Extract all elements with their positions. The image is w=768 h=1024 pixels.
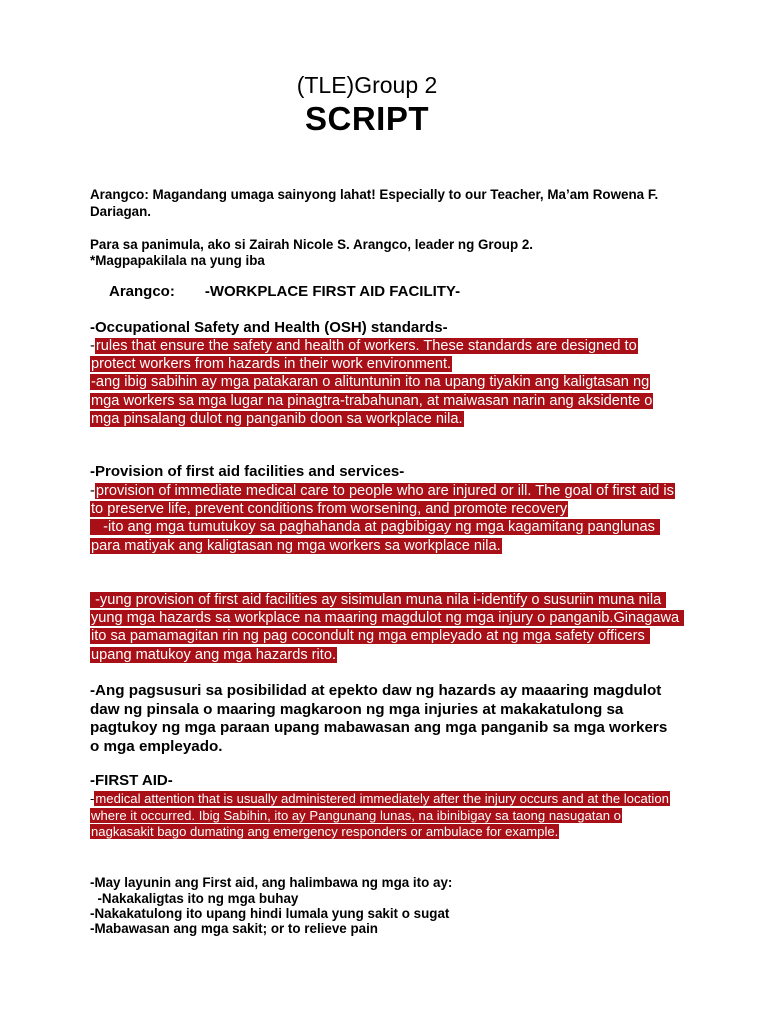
intro-greeting: Arangco: Magandang umaga sainyong lahat! Especially to our Teacher, Ma’am Rowena F. Dariagan. — [90, 187, 659, 219]
topic-speaker: Arangco: — [109, 283, 175, 300]
firstaid-en-highlight: medical attention that is usually administered immediately after the injury occurs and at the location where it occurred. Ibig Sabihin, ito ay Pangunang lunas, na ibinibigay sa taong nasugatan o nagkasakit bago dumating ang emergency responders or ambulace for example. — [91, 791, 669, 840]
osh-en-highlight: rules that ensure the safety and health of workers. These standards are designed to protect workers from hazards in their work environment. — [91, 338, 637, 373]
osh-tl-highlight: -ang ibig sabihin ay mga patakaran o alituntunin ito na upang tiyakin ang kaligtasan ng mga workers sa mga lugar na pinagtra-trabahunan, at maiwasan narin ang aksidente o mga pinsalang dulot ng panganib doon sa workplace nila. — [91, 374, 653, 427]
provision-dash: - — [90, 483, 95, 499]
provision-en-highlight: provision of immediate medical care to people who are injured or ill. The goal of first aid is to preserve life, prevent conditions from worsening, and promote recovery — [91, 483, 674, 518]
osh-dash: - — [90, 338, 95, 354]
provision-body — [90, 482, 680, 555]
intro-leader: Para sa panimula, ako si Zairah Nicole S. Arangco, leader ng Group 2. — [90, 237, 534, 252]
osh-body — [90, 337, 680, 428]
firstaid-list-intro: -May layunin ang First aid, ang halimbawa ng mga ito ay: — [90, 875, 453, 890]
firstaid-list-item: -Mabawasan ang mga sakit; or to relieve pain — [90, 921, 378, 936]
provision-identify-highlight: -yung provision of first aid facilities ay sisimulan muna nila i-identify o susuriin muna nila yung mga hazards sa workplace na maaring magdulot ng mga injury o panganib.Ginagawa ito sa pamamagitan rin ng pag cocondult ng mga empleyado at ng mga safety officers upang matukoy ang mga hazards rito. — [91, 592, 684, 663]
firstaid-dash: - — [90, 791, 95, 806]
document-subtitle: SCRIPT — [304, 100, 429, 137]
provision-identify — [90, 591, 684, 664]
firstaid-list-item: -Nakakaligtas ito ng mga buhay — [90, 891, 299, 906]
document-title: (TLE)Group 2 — [296, 72, 438, 98]
firstaid-body — [90, 791, 680, 841]
provision-heading: -Provision of first aid facilities and services- — [90, 463, 405, 480]
firstaid-heading: -FIRST AID- — [90, 772, 173, 789]
provision-tl-highlight: -ito ang mga tumutukoy sa paghahanda at pagbibigay ng mga kagamitang panglunas para matiyak ang kaligtasan ng mga workers sa workplace nila. — [91, 519, 659, 554]
topic-title: -WORKPLACE FIRST AID FACILITY- — [204, 283, 461, 300]
assessment-paragraph: -Ang pagsusuri sa posibilidad at epekto daw ng hazards ay maaaring magdulot daw ng pinsala o maaring magkaroon ng mga injuries at makakatulong sa pagtukoy ng mga paraan upang mabawasan ang mga panganib sa mga workers o mga empleyado. — [90, 682, 668, 755]
osh-heading: -Occupational Safety and Health (OSH) standards- — [90, 319, 448, 336]
intro-note: *Magpapakilala na yung iba — [90, 253, 265, 268]
topic-line — [109, 283, 460, 300]
firstaid-list-item: -Nakakatulong ito upang hindi lumala yung sakit o sugat — [90, 906, 450, 921]
